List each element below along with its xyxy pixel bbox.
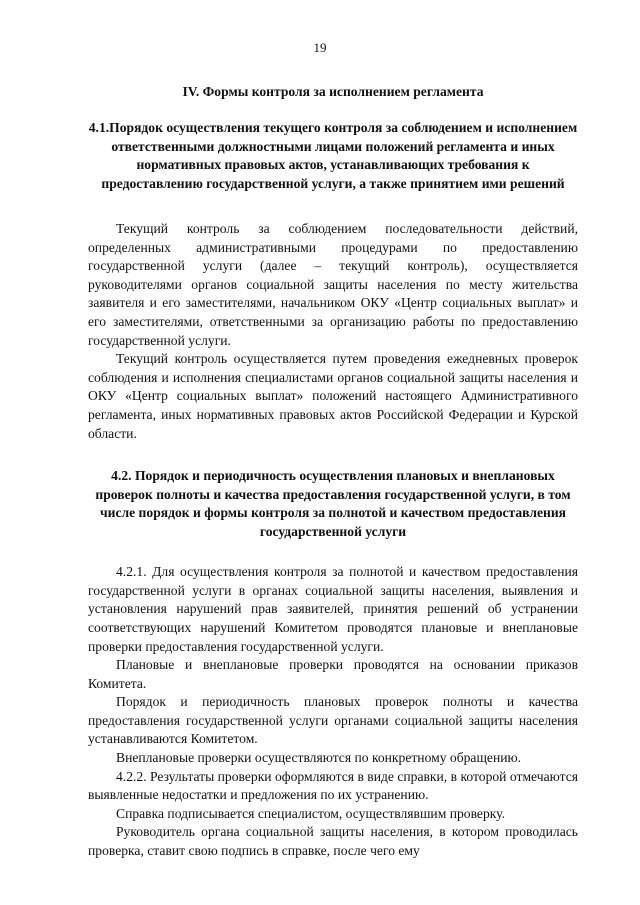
- paragraph: Руководитель органа социальной защиты населения, в котором проводилась проверка, ставит свою подпись в справке, после чего ему: [88, 824, 578, 859]
- page-content: [88, 83, 578, 861]
- section-title: IV. Формы контроля за исполнением регламента: [182, 84, 484, 99]
- paragraph: Порядок и периодичность плановых проверок полноты и качества предоставления государственной услуги органами социальной защиты населения устанавливаются Комитетом.: [88, 694, 578, 747]
- paragraph: 4.2.2. Результаты проверки оформляются в виде справки, в которой отмечаются выявленные недостатки и предложения по их устранению.: [88, 768, 578, 803]
- paragraph: Текущий контроль за соблюдением последовательности действий, определенных административными процедурами по предоставлению государственной услуги (далее – текущий контроль), осуществляется руководителями органов социальной защиты населения по месту жительства заявителя и его заместителями, начальником ОКУ «Центр социальных выплат» и его заместителями, ответственными за организацию работы по предоставлению государственной услуги.: [88, 221, 578, 348]
- paragraph: Текущий контроль осуществляется путем проведения ежедневных проверок соблюдения и исполнения специалистами органов социальной защиты населения и ОКУ «Центр социальных выплат» положений настоящего Административного регламента, иных нормативных правовых актов Российской Федерации и Курской области.: [88, 351, 578, 441]
- subsection-2-title: 4.2. Порядок и периодичность осуществления плановых и внеплановых проверок полноты и качества предоставления государственной услуги, в том числе порядок и формы контроля за полнотой и качеством предоставления государственной услуги: [95, 468, 571, 539]
- paragraph: 4.2.1. Для осуществления контроля за полнотой и качеством предоставления государственной услуги в органах социальной защиты населения, выявления и установления нарушений прав заявителей, принятия решений об устранении соответствующих нарушений Комитетом проводятся плановые и внеплановые проверки предоставления государственной услуги.: [88, 564, 578, 654]
- subsection-1-title: 4.1.Порядок осуществления текущего контроля за соблюдением и исполнением ответственными должностными лицами положений регламента и иных нормативных правовых актов, устанавливающих требования к предоставлению государственной услуги, а также принятием ими решений: [88, 120, 578, 191]
- paragraph: Справка подписывается специалистом, осуществлявшим проверку.: [116, 805, 505, 821]
- paragraph: Внеплановые проверки осуществляются по конкретному обращению.: [116, 750, 522, 766]
- paragraph: Плановые и внеплановые проверки проводятся на основании приказов Комитета.: [88, 657, 578, 691]
- page-number: 19: [313, 40, 327, 55]
